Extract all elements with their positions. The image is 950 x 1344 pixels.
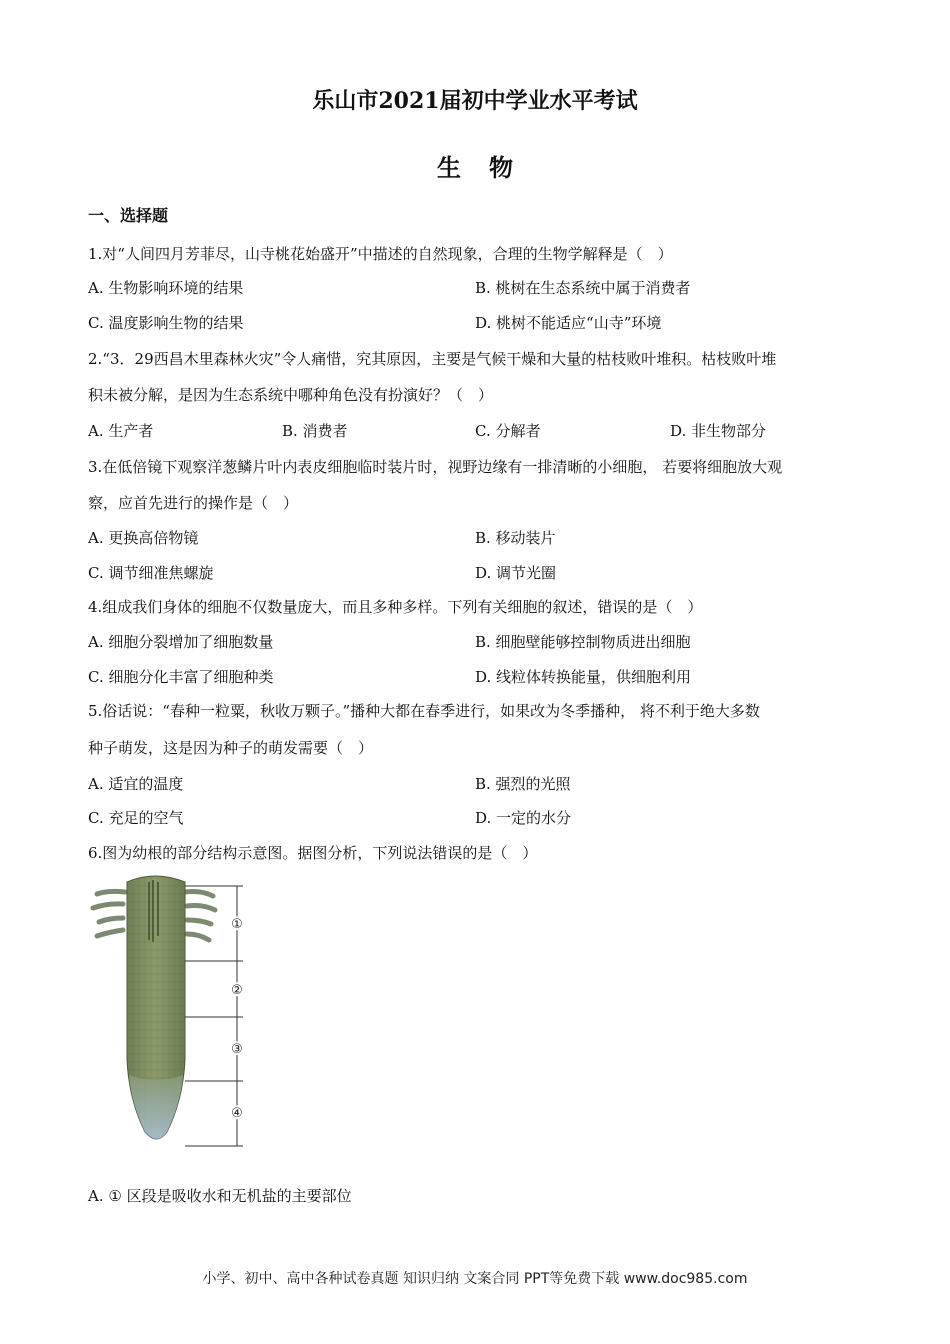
question-3-stem-line1: 3.在低倍镜下观察洋葱鳞片叶内表皮细胞临时装片时，视野边缘有一排清晰的小细胞， 若要将细胞放大观 — [88, 458, 783, 476]
q4-option-c: C. 细胞分化丰富了细胞种类 — [88, 668, 274, 686]
page-footer: 小学、初中、高中各种试卷真题 知识归纳 文案合同 PPT等免费下载 www.doc985.com — [202, 1271, 748, 1287]
q4-option-a: A. 细胞分裂增加了细胞数量 — [88, 633, 274, 651]
zone-label-1: ① — [231, 917, 243, 932]
q4-option-d: D. 线粒体转换能量，供细胞利用 — [475, 668, 692, 686]
question-2-stem-line2: 积未被分解，是因为生态系统中哪种角色没有扮演好？（ ） — [88, 386, 494, 404]
root-tip-figure — [85, 870, 260, 1150]
q1-option-c: C. 温度影响生物的结果 — [88, 314, 244, 332]
question-3-stem-line2: 察，应首先进行的操作是（ ） — [88, 494, 299, 512]
q5-option-c: C. 充足的空气 — [88, 809, 184, 827]
question-5-stem-line2: 种子萌发，这是因为种子的萌发需要（ ） — [88, 739, 374, 757]
question-6-stem: 6.图为幼根的部分结构示意图。据图分析，下列说法错误的是（ ） — [88, 844, 538, 862]
q5-option-a: A. 适宜的温度 — [88, 775, 184, 793]
q4-option-b: B. 细胞壁能够控制物质进出细胞 — [475, 633, 691, 651]
zone-label-3: ③ — [231, 1042, 243, 1057]
q2-option-b: B. 消费者 — [282, 422, 348, 440]
q2-option-c: C. 分解者 — [475, 422, 541, 440]
q3-option-d: D. 调节光圈 — [475, 564, 557, 582]
q1-option-b: B. 桃树在生态系统中属于消费者 — [475, 279, 691, 297]
q3-option-b: B. 移动装片 — [475, 529, 556, 547]
question-4-stem: 4.组成我们身体的细胞不仅数量庞大，而且多种多样。下列有关细胞的叙述，错误的是（ ） — [88, 598, 703, 616]
section-heading: 一、选择题 — [88, 206, 169, 225]
q5-option-d: D. 一定的水分 — [475, 809, 572, 827]
subject-title: 生物 — [437, 153, 541, 182]
question-5-stem-line1: 5.俗话说：“春种一粒粟，秋收万颗子。”播种大都在春季进行，如果改为冬季播种， 将不利于绝大多数 — [88, 702, 760, 720]
q2-option-a: A. 生产者 — [88, 422, 154, 440]
zone-label-4: ④ — [231, 1106, 243, 1121]
q6-option-a: A. ① 区段是吸收水和无机盐的主要部位 — [88, 1187, 352, 1205]
question-1-stem: 1.对“人间四月芳菲尽，山寺桃花始盛开”中描述的自然现象，合理的生物学解释是（ ） — [88, 245, 673, 263]
q5-option-b: B. 强烈的光照 — [475, 775, 571, 793]
q1-option-a: A. 生物影响环境的结果 — [88, 279, 244, 297]
q3-option-c: C. 调节细准焦螺旋 — [88, 564, 214, 582]
root-cap — [129, 1075, 183, 1139]
question-2-stem-line1: 2.“3．29西昌木里森林火灾”令人痛惜，究其原因，主要是气候干燥和大量的枯枝败叶堆积。枯枝败叶堆 — [88, 350, 777, 368]
q1-option-d: D. 桃树不能适应“山寺”环境 — [475, 314, 662, 332]
exam-title: 乐山市2021届初中学业水平考试 — [312, 88, 638, 114]
zone-label-2: ② — [231, 983, 243, 998]
q3-option-a: A. 更换高倍物镜 — [88, 529, 199, 547]
q2-option-d: D. 非生物部分 — [670, 422, 767, 440]
